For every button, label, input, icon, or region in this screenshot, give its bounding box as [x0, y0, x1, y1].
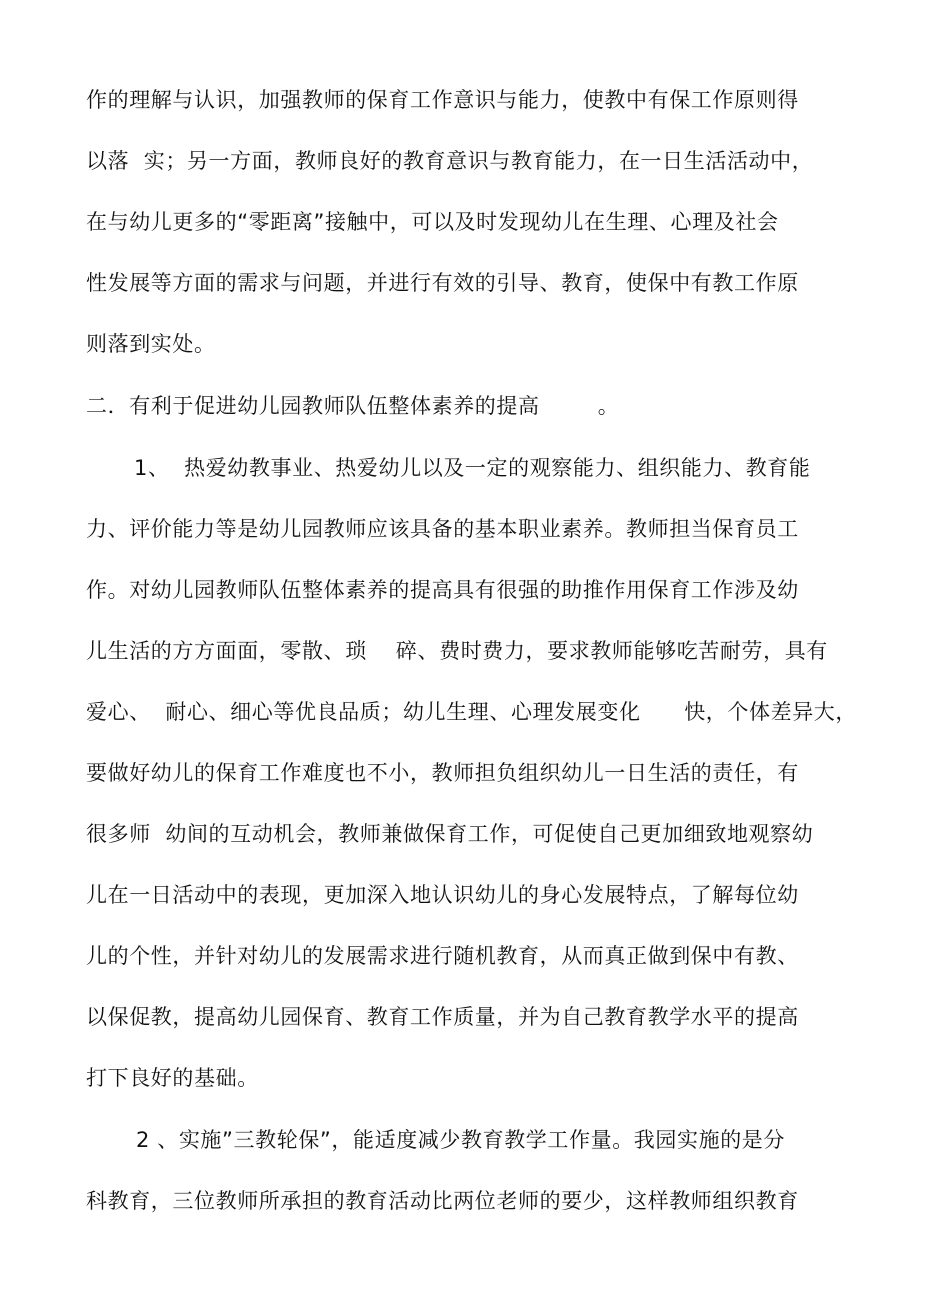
text-line: 以保促教，提高幼儿园保育、教育工作质量，并为自己教育教学水平的提高: [86, 1005, 799, 1029]
text-line: 儿生活的方方面面，零散、琐 碎、费时费力，要求教师能够吃苦耐劳，具有: [86, 639, 828, 663]
text-line: 2 、实施”三教轮保”，能适度减少教育教学工作量。我园实施的是分: [136, 1128, 785, 1152]
text-line: 作。对幼儿园教师队伍整体素养的提高具有很强的助推作用保育工作涉及幼: [86, 578, 799, 602]
text-line: 科教育，三位教师所承担的教育活动比两位老师的要少，这样教师组织教育: [86, 1189, 799, 1213]
text-line: 在与幼儿更多的“零距离”接触中，可以及时发现幼儿在生理、心理及社会: [86, 210, 779, 234]
text-line: 作的理解与认识，加强教师的保育工作意识与能力，使教中有保工作原则得: [86, 88, 799, 112]
text-line: 以落 实；另一方面，教师良好的教育意识与教育能力，在一日生活活动中，: [86, 149, 814, 173]
text-line: 性发展等方面的需求与问题，并进行有效的引导、教育，使保中有教工作原: [86, 271, 799, 295]
text-line: 打下良好的基础。: [86, 1066, 259, 1090]
text-line: 则落到实处。: [86, 332, 216, 356]
text-line: 1、 热爱幼教事业、热爱幼儿以及一定的观察能力、组织能力、教育能: [134, 456, 811, 480]
text-line: 很多师 幼间的互动机会，教师兼做保育工作，可促使自己更加细致地观察幼: [86, 822, 814, 846]
text-line: 儿在一日活动中的表现，更加深入地认识幼儿的身心发展特点，了解每位幼: [86, 883, 799, 907]
text-line: 力、评价能力等是幼儿园教师应该具备的基本职业素养。教师担当保育员工: [86, 517, 799, 541]
text-line: 要做好幼儿的保育工作难度也不小，教师担负组织幼儿一日生活的责任，有: [86, 761, 799, 785]
section-heading: 二．有利于促进幼儿园教师队伍整体素养的提高 。: [86, 394, 620, 418]
text-line: 爱心、 耐心、细心等优良品质；幼儿生理、心理发展变化 快，个体差异大，: [86, 700, 857, 724]
text-line: 儿的个性，并针对幼儿的发展需求进行随机教育，从而真正做到保中有教、: [86, 944, 799, 968]
